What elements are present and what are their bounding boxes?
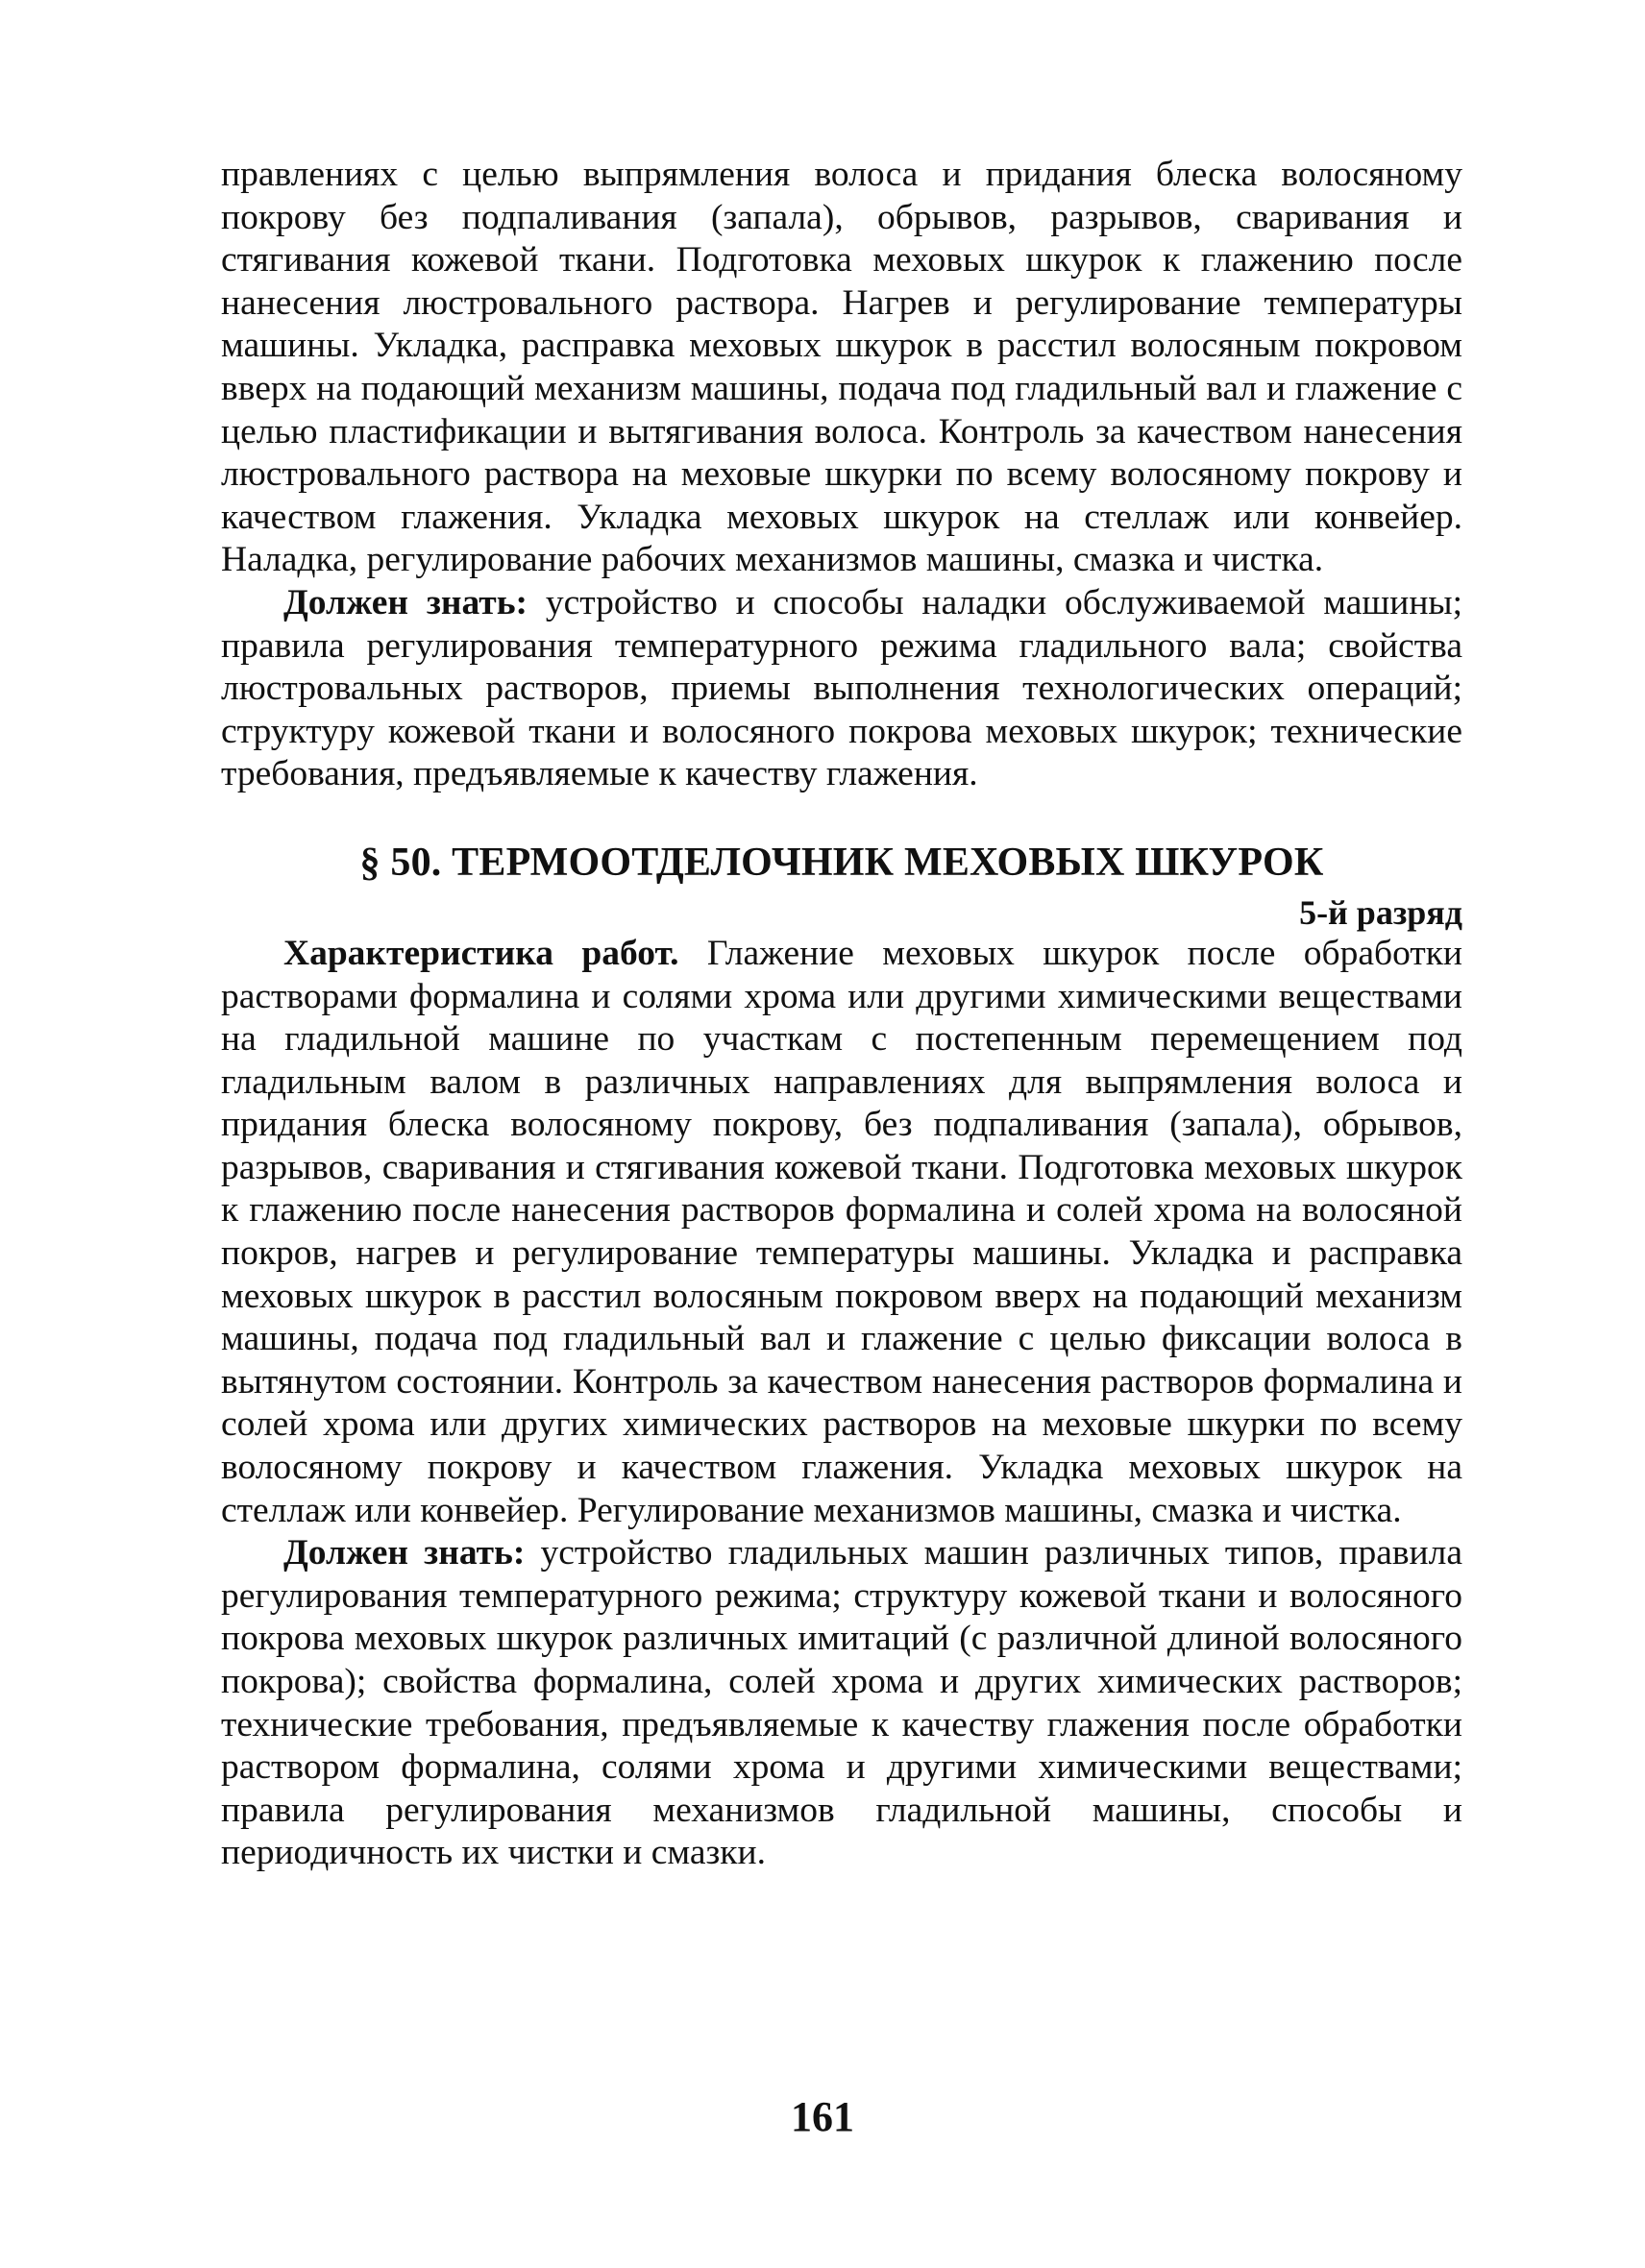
section-title: § 50. ТЕРМООТДЕЛОЧНИК МЕХОВЫХ ШКУРОК <box>359 840 1324 885</box>
grade-label: 5-й разряд <box>1299 892 1462 932</box>
continued-paragraph: правлениях с целью выпрямления волоса и придания блеска волосяному покрову без подпаливания (запала), обрывов, разрывов, сваривания и стягивания кожевой ткани. Подготовка меховых шкурок к глажению после нанесения люстровального раствора. Нагрев и регулирование температуры машины. Укладка, расправка меховых шкурок в расстил волосяным покровом вверх на подающий механизм машины, подача под гладильный вал и глажение с целью пластификации и вытягивания волоса. Контроль за качеством нанесения люстровального раствора на меховые шкурки по всему волосяному покрову и качеством глажения. Укладка меховых шкурок на стеллаж или конвейер. Наладка, регулирование рабочих механизмов машины, смазка и чистка. <box>221 155 1462 580</box>
work-characteristics-paragraph <box>221 933 1462 1532</box>
must-know-text-2: устройство гладильных машин различных типов, правила регулирования температурного режима; структуру кожевой ткани и волосяного покрова меховых шкурок различных имитаций (с различной длиной волосяного покрова); свойства формалина, солей хрома и других химических растворов; технические требования, предъявляемые к качеству глажения после обработки раствором формалина, солями хрома и другими химическими веществами; правила регулирования механизмов гладильной машины, способы и периодичность их чистки и смазки. <box>221 1533 1462 1873</box>
must-know-label-1: Должен знать: <box>283 582 528 622</box>
must-know-paragraph-1 <box>221 582 1462 796</box>
work-characteristics-text: Глажение меховых шкурок после обработки растворами формалина и солями хрома или другими химическими веществами на гладильной машине по участкам с постепенным перемещением под гладильным валом в различных направлениях для выпрямления волоса и придания блеска волосяному покрову, без подпаливания (запала), обрывов, разрывов, сваривания и стягивания кожевой ткани. Подготовка меховых шкурок к глажению после нанесения растворов формалина и солей хрома на волосяной покров, нагрев и регулирование температуры машины. Укладка и расправка меховых шкурок в расстил волосяным покровом вверх на подающий механизм машины, подача под гладильный вал и глажение с целью фиксации волоса в вытянутом состоянии. Контроль за качеством нанесения растворов формалина и солей хрома или других химических растворов на меховые шкурки по всему волосяному покрову и качеством глажения. Укладка меховых шкурок на стеллаж или конвейер. Регулирование механизмов машины, смазка и чистка. <box>221 933 1463 1530</box>
page-body <box>221 154 1462 1875</box>
page-number: 161 <box>791 2093 854 2140</box>
must-know-text-1: устройство и способы наладки обслуживаемой машины; правила регулирования температурного режима гладильного вала; свойства люстровальных растворов, приемы выполнения технологических операций; структуру кожевой ткани и волосяного покрова меховых шкурок; технические требования, предъявляемые к качеству глажения. <box>221 582 1462 794</box>
work-characteristics-label: Характеристика работ. <box>283 933 679 973</box>
must-know-label-2: Должен знать: <box>283 1533 526 1573</box>
must-know-paragraph-2 <box>221 1532 1462 1875</box>
